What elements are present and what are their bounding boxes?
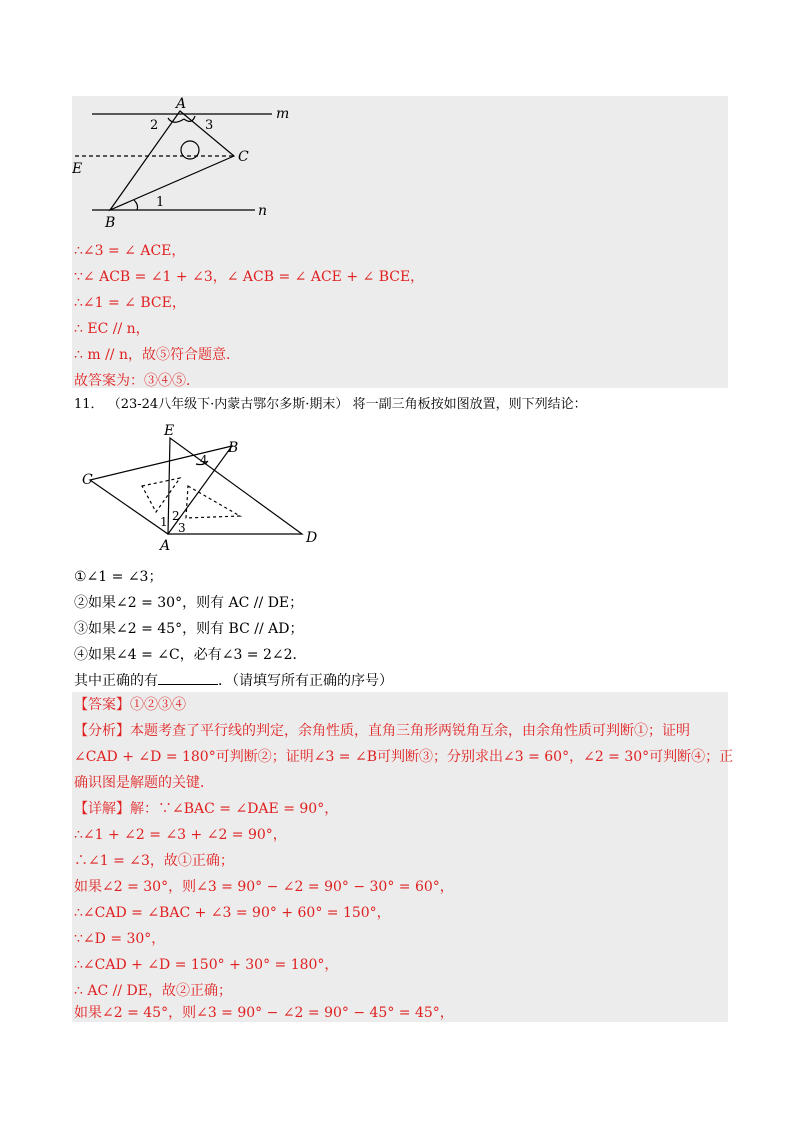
option-2: ②如果∠2 = 30°，则有 AC // DE； — [74, 595, 304, 611]
fig1-label-m: m — [276, 106, 290, 122]
detail-line-1: 【详解】解：∵∠BAC = ∠DAE = 90°， — [74, 801, 339, 817]
solution1-line-5: ∴ m // n，故⑤符合题意． — [74, 347, 240, 363]
analysis-line-1: 【分析】本题考查了平行线的判定，余角性质，直角三角形两锐角互余，由余角性质可判断①；证明 — [74, 723, 690, 739]
figure-parallel-lines — [72, 96, 302, 236]
fig1-label-1: 1 — [156, 195, 165, 210]
detail-line-8: ∴ AC // DE，故②正确； — [74, 983, 232, 999]
detail-line-7: ∴∠CAD + ∠D = 150° + 30° = 180°， — [74, 957, 339, 973]
question-stem: 将一副三角板按如图放置，则下列结论： — [352, 397, 587, 412]
dashed-triangle-1 — [142, 478, 180, 512]
solution1-line-3: ∴∠1 = ∠ BCE， — [74, 295, 186, 311]
detail-line-2: ∴∠1 + ∠2 = ∠3 + ∠2 = 90°， — [74, 827, 287, 843]
answer-line: 【答案】①②③④ — [74, 697, 186, 713]
analysis-line-2: ∠CAD + ∠D = 180°可判断②；证明∠3 = ∠B可判断③；分别求出∠3 = 60°，∠2 = 30°可判断④；正 — [74, 749, 734, 765]
question-number: 11． — [74, 397, 104, 412]
fig2-label-2: 2 — [172, 509, 180, 523]
answer-blank — [158, 672, 218, 685]
detail-line-5: ∴∠CAD = ∠BAC + ∠3 = 90° + 60° = 150°， — [74, 905, 391, 921]
fig1-label-2: 2 — [150, 118, 159, 133]
solution1-line-1: ∴∠3 = ∠ ACE， — [74, 243, 186, 259]
fig2-label-4: 4 — [200, 453, 208, 467]
option-3: ③如果∠2 = 45°，则有 BC // AD； — [74, 621, 304, 637]
dashed-triangle-2 — [186, 486, 240, 518]
question-source: （23-24八年级下·内蒙古鄂尔多斯·期末） — [107, 397, 349, 412]
detail-line-4: 如果∠2 = 30°，则∠3 = 90° − ∠2 = 90° − 30° = 60°， — [74, 879, 454, 895]
fig2-label-B: B — [228, 440, 239, 456]
fig2-label-1: 1 — [160, 515, 168, 529]
fig2-label-C: C — [82, 472, 93, 488]
fig2-label-D: D — [306, 530, 318, 546]
solution1-line-4: ∴ EC // n， — [74, 321, 150, 337]
fill-in-prompt — [74, 672, 393, 690]
fig2-label-A: A — [160, 538, 171, 554]
detail-line-9: 如果∠2 = 45°，则∠3 = 90° − ∠2 = 90° − 45° = 45°， — [74, 1005, 454, 1021]
detail-line-3: ∴∠1 = ∠3，故①正确； — [74, 853, 234, 869]
angle-mark-1 — [134, 200, 138, 210]
figure-triangle-rulers — [80, 420, 330, 560]
fig1-label-C: C — [238, 149, 249, 165]
detail-line-6: ∵∠D = 30°， — [74, 931, 166, 947]
fig1-label-n: n — [258, 203, 268, 219]
fig1-label-A: A — [176, 96, 187, 112]
option-4: ④如果∠4 = ∠C，必有∠3 = 2∠2． — [74, 647, 307, 663]
triangle-abc — [110, 111, 234, 210]
option-1: ①∠1 = ∠3； — [74, 569, 163, 585]
fig1-label-E: E — [72, 161, 83, 177]
solution1-line-6: 故答案为：③④⑤． — [74, 373, 200, 389]
fig2-label-3: 3 — [178, 521, 186, 535]
fig2-label-E: E — [164, 423, 175, 439]
prompt-after: ．（请填写所有正确的序号） — [218, 673, 393, 689]
question-header — [74, 396, 587, 414]
fig1-label-B: B — [105, 215, 116, 231]
analysis-line-3: 确识图是解题的关键． — [74, 775, 214, 791]
solution1-line-2: ∵∠ ACB = ∠1 + ∠3，∠ ACB = ∠ ACE + ∠ BCE， — [74, 269, 425, 285]
prompt-before: 其中正确的有 — [74, 673, 158, 689]
angle-mark-2 — [168, 118, 184, 122]
fig1-label-3: 3 — [205, 118, 214, 133]
